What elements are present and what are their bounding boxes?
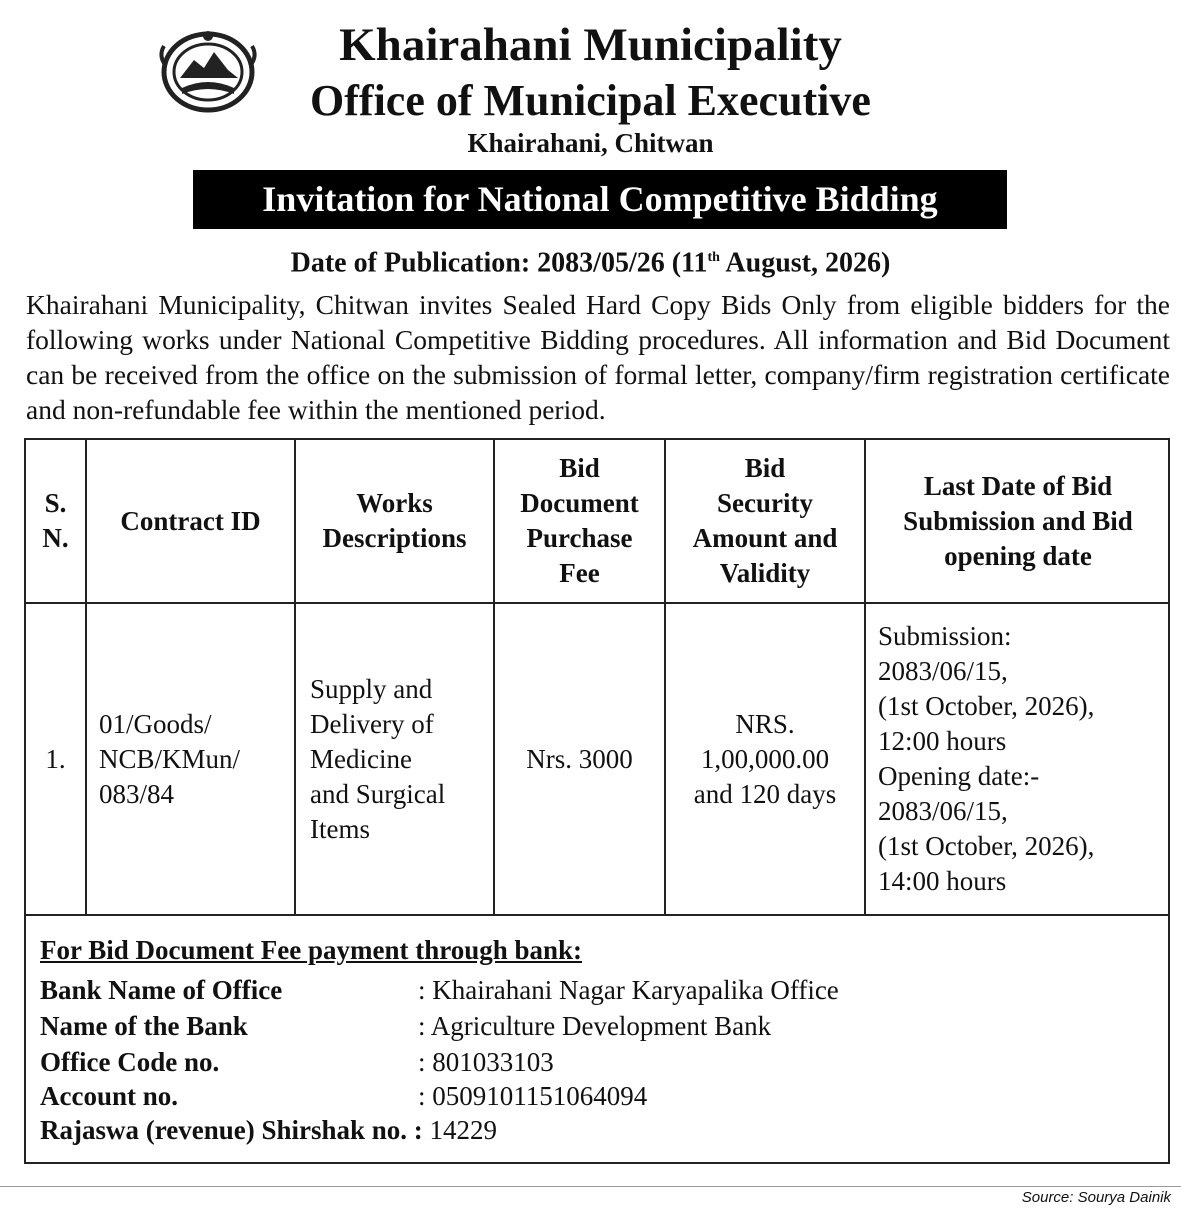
bank-payment-section bbox=[40, 932, 1140, 1148]
publication-date: Date of Publication: 2083/05/26 (11th August, 2026) bbox=[290, 247, 891, 279]
bank-value: : Agriculture Development Bank bbox=[418, 1011, 772, 1041]
bank-key: Bank Name of Office bbox=[40, 975, 283, 1005]
revenue-row bbox=[40, 1112, 1140, 1148]
intro-paragraph: Khairahani Municipality, Chitwan invites Sealed Hard Copy Bids Only from eligible bidders for the following works under National Competitive Bidding procedures. All information and Bid Document can be received from the office on the submission of formal letter, company/firm registration certificate and non-refundable fee within the mentioned period. bbox=[26, 289, 1170, 425]
bank-row bbox=[40, 1044, 1140, 1078]
cell-fee: Nrs. 3000 bbox=[494, 603, 665, 915]
bank-key: Name of the Bank bbox=[40, 1011, 248, 1041]
bank-value: : 0509101151064094 bbox=[418, 1081, 648, 1111]
cell-description: Supply and Delivery of Medicine and Surgical Items bbox=[295, 603, 494, 915]
cell-security: NRS. 1,00,000.00 and 120 days bbox=[665, 603, 865, 915]
header-sn: S. N. bbox=[26, 440, 86, 603]
opening-date: Opening date:- 2083/06/15, (1st October, 2026), 14:00 hours bbox=[878, 761, 1095, 896]
revenue-key: Rajaswa (revenue) Shirshak no. : bbox=[40, 1115, 423, 1145]
revenue-value: 14229 bbox=[422, 1115, 498, 1145]
cell-sn: 1. bbox=[26, 603, 86, 915]
cell-contract-id: 01/Goods/ NCB/KMun/ 083/84 bbox=[86, 603, 295, 915]
bank-value: : Khairahani Nagar Karyapalika Office bbox=[418, 975, 839, 1005]
notice-title-banner: Invitation for National Competitive Bidding bbox=[193, 170, 1007, 229]
bank-key: Account no. bbox=[40, 1081, 179, 1111]
bid-table bbox=[26, 440, 1170, 916]
header-contract-id: Contract ID bbox=[86, 440, 295, 603]
footer-divider bbox=[0, 1186, 1181, 1187]
table-row bbox=[26, 603, 1170, 915]
bank-section-title: For Bid Document Fee payment through bank: bbox=[40, 935, 583, 965]
bank-key: Office Code no. bbox=[40, 1047, 220, 1077]
municipality-name: Khairahani Municipality bbox=[339, 19, 842, 71]
office-location: Khairahani, Chitwan bbox=[467, 128, 714, 158]
cell-dates bbox=[865, 603, 1170, 915]
header-bid-security: Bid Security Amount and Validity bbox=[665, 440, 865, 603]
bank-row bbox=[40, 972, 1140, 1008]
bank-row bbox=[40, 1078, 1140, 1112]
header-works-descriptions: Works Descriptions bbox=[295, 440, 494, 603]
bank-row bbox=[40, 1008, 1140, 1044]
bank-value: : 801033103 bbox=[418, 1047, 554, 1077]
submission-date: Submission: 2083/06/15, (1st October, 2026), 12:00 hours bbox=[878, 621, 1095, 756]
header-last-date: Last Date of Bid Submission and Bid opening date bbox=[865, 440, 1170, 603]
bid-table-box bbox=[24, 438, 1170, 1164]
source-credit: Source: Sourya Dainik bbox=[1021, 1189, 1171, 1206]
header-bid-document-fee: Bid Document Purchase Fee bbox=[494, 440, 665, 603]
table-header-row bbox=[26, 440, 1170, 603]
office-name: Office of Municipal Executive bbox=[310, 76, 871, 125]
